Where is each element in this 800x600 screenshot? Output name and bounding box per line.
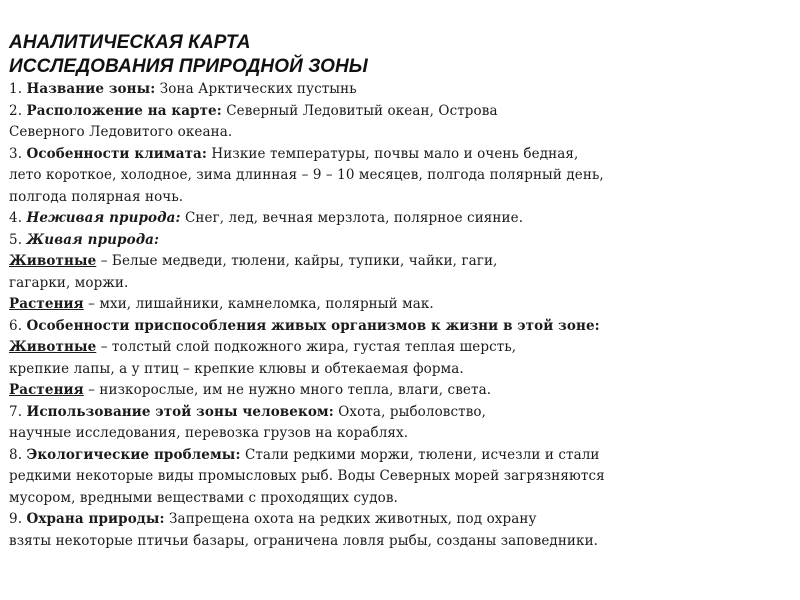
section-location-cont: Северного Ледовитого океана. [9,124,233,140]
section-number: 8. [9,446,23,463]
section-number: 4. [9,210,23,226]
plants-text: – мхи, лишайники, камнеломка, полярный мак. [88,296,434,312]
section-human-use-cont: научные исследования, перевозка грузов на кораблях. [9,425,409,441]
section-climate [9,144,794,166]
section-label: Неживая природа: [26,210,181,226]
section-label: Расположение на карте: [26,102,222,119]
section-inanimate-nature [9,208,794,230]
animals-label: Животные [9,253,97,269]
section-location [9,101,794,123]
plants-text: – низкорослые, им не нужно много тепла, влаги, света. [88,382,492,398]
section-human-use [9,402,794,424]
analytic-card [9,31,794,552]
section-label: Особенности климата: [26,145,207,162]
section-label: Использование этой зоны человеком: [26,403,334,420]
section-number: 6. [9,317,23,334]
animals-label: Животные [9,339,97,355]
section-climate-cont-2: полгода полярная ночь. [9,188,184,205]
card-title [9,31,794,79]
section-text: Зона Арктических пустынь [159,81,357,97]
section-number: 2. [9,102,23,119]
section-zone-name [9,79,794,101]
section-ecology [9,445,794,467]
title-line-1: АНАЛИТИЧЕСКАЯ КАРТА [9,32,251,53]
section-protection-cont: взяты некоторые птичьи базары, ограничена ловля рыбы, созданы заповедники. [9,532,599,549]
living-plants [9,294,794,316]
section-text: Стали редкими моржи, тюлени, исчезли и стали [244,446,600,463]
section-ecology-cont-2: мусором, вредными веществами с проходящих судов. [9,489,398,506]
adaptation-animals-cont: крепкие лапы, а у птиц – крепкие клювы и обтекаемая форма. [9,360,464,377]
section-label: Живая природа: [26,231,160,248]
title-line-2: ИССЛЕДОВАНИЯ ПРИРОДНОЙ ЗОНЫ [9,56,368,77]
section-text: Низкие температуры, почвы мало и очень бедная, [211,145,579,162]
section-protection [9,509,794,531]
section-label: Охрана природы: [26,511,165,527]
section-label: Название зоны: [26,81,156,97]
plants-label: Растения [9,382,84,398]
section-number: 3. [9,145,23,162]
section-text: Снег, лед, вечная мерзлота, полярное сияние. [184,210,524,226]
animals-text: – толстый слой подкожного жира, густая теплая шерсть, [100,339,517,355]
section-label: Особенности приспособления живых организмов к жизни в этой зоне: [26,317,600,334]
section-ecology-cont-1: редкими некоторые виды промысловых рыб. Воды Северных морей загрязняются [9,468,605,484]
section-number: 1. [9,81,23,97]
section-number: 7. [9,403,23,420]
adaptation-animals [9,337,794,359]
section-climate-cont-1: лето короткое, холодное, зима длинная – 9 – 10 месяцев, полгода полярный день, [9,167,604,183]
section-number: 9. [9,511,23,527]
adaptation-plants [9,380,794,402]
section-living-nature [9,230,794,252]
section-number: 5. [9,231,23,248]
animals-text: – Белые медведи, тюлени, кайры, тупики, чайки, гаги, [100,253,498,269]
section-adaptation [9,316,794,338]
section-text: Охота, рыболовство, [338,403,487,420]
living-animals [9,251,794,273]
section-label: Экологические проблемы: [26,446,241,463]
section-text: Запрещена охота на редких животных, под охрану [169,511,537,527]
section-text: Северный Ледовитый океан, Острова [226,102,498,119]
living-animals-cont: гагарки, моржи. [9,274,129,291]
plants-label: Растения [9,296,84,312]
